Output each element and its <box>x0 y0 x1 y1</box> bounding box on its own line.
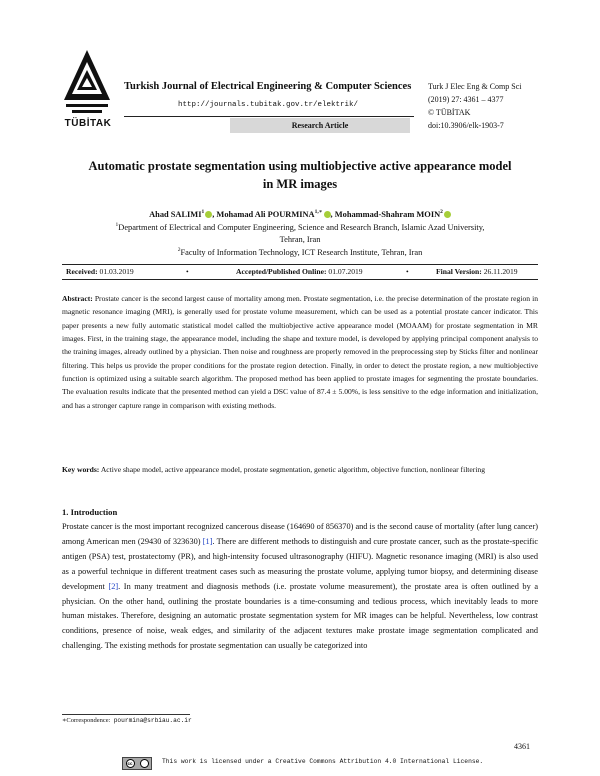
paper-title-line-2: in MR images <box>262 177 338 191</box>
abstract-text: Prostate cancer is the second largest cause of mortality among men. Prostate segmentation, i.e. the precise determination of the prostate region in magnetic resonance imaging (MRI), is generally used for prostate volume measurement, which can be used as a potential prostate cancer indicator. This paper presents a new fully automatic statistical model called the multiobjective active appearance model (MOAAM) for prostate segmentation in MR images. First, in the training stage, the appearance model, including the shape and texture model, is developed by applying principal component analysis to the training images, already outlined by a physician. Then noise and roughness are properly removed in the preprocessing step by Sticks filter and nonlinear filtering. This helps us provide the proper conditions for the prostate region detection. Finally, in order to detect the prostate region, a new multiobjective function is optimized using a suitable search algorithm. The proposed method has been applied to prostate images for segmenting the prostate boundaries. The evaluation results indicate that the presented method can yield a DSC value of 87.4 ± 5.00%, is less sensitive to the edge information and initialization, and has a stronger capture range in comparison with existing methods. <box>62 294 538 410</box>
accepted-value: 01.07.2019 <box>328 267 363 276</box>
affiliation-1-line-1: Department of Electrical and Computer Engineering, Science and Research Branch, Islamic Azad University, <box>118 223 485 233</box>
final-date <box>436 265 518 279</box>
citation-link[interactable]: [2] <box>108 581 119 591</box>
received-label: Received: <box>66 267 98 276</box>
orcid-icon[interactable] <box>444 211 451 218</box>
header-rule <box>124 116 414 117</box>
journal-abbrev: Turk J Elec Eng & Comp Sci <box>428 82 522 91</box>
author-block <box>62 207 538 258</box>
orcid-icon[interactable] <box>205 211 212 218</box>
author-1-sup: 1 <box>201 209 205 215</box>
received-value: 01.03.2019 <box>99 267 134 276</box>
paper-title-line-1: Automatic prostate segmentation using multiobjective active appearance model <box>88 159 512 173</box>
correspondence-email[interactable]: pourmina@srbiau.ac.ir <box>113 717 192 724</box>
author-2-sup: 1,∗ <box>314 209 323 215</box>
abstract <box>62 292 538 412</box>
journal-title: Turkish Journal of Electrical Engineering & Computer Sciences <box>124 81 412 92</box>
affiliation-2 <box>62 245 538 258</box>
logo-wordmark: TÜBİTAK <box>64 118 112 129</box>
affiliation-2-text: Faculty of Information Technology, ICT Research Institute, Tehran, Iran <box>180 247 423 257</box>
cc-license-badge[interactable] <box>122 757 152 770</box>
journal-meta <box>428 80 521 132</box>
intro-text-3: . In many treatment and diagnosis methods (i.e. prostate volume measurement), the prostate area is often outlined by a physician. On the other hand, outlining the prostate boundaries is a time-consuming and tedious process, which inevitably leads to more human mistakes. Therefore, designing an automatic prostate segmentation system for MR images can be helpful. Nevertheless, low contrast conditions, presence of noise, weak edges, and similarity of the adjacent textures make prostate image segmentation complicated and challenging. The existing methods for prostate segmentation can usually be categorized into <box>62 581 538 651</box>
orcid-icon[interactable] <box>324 211 331 218</box>
affiliation-2-sup: 2 <box>177 247 181 254</box>
affiliation-1-line-2: Tehran, Iran <box>279 234 321 244</box>
intro-text-2: . There are different methods to distinguish and cure prostate cancer, such as the prostate-specific antigen (PSA) test, prostatectomy (PR), and high-intensity focused ultrasonography (HIFU). Magnetic resonance imaging (MRI) is also used as a powerful technique in different treatment cases such as measuring the prostate volume, applying tumor biopsy, and determining disease development <box>62 536 538 591</box>
final-value: 26.11.2019 <box>483 267 518 276</box>
introduction-paragraph <box>62 520 538 654</box>
section-heading-introduction: 1. Introduction <box>62 507 118 517</box>
correspondence-label: ∗Correspondence: <box>62 717 111 724</box>
abstract-label: Abstract: <box>62 294 93 303</box>
affiliation-1-sup: 1 <box>115 222 119 229</box>
paper-title <box>62 157 538 193</box>
journal-copyright: © TÜBİTAK <box>428 108 471 117</box>
keywords-text: Active shape model, active appearance model, prostate segmentation, genetic algorithm, objective function, nonlinear filtering <box>100 465 486 474</box>
date-separator: • <box>186 267 189 276</box>
page-number: 4361 <box>514 742 530 751</box>
keywords-label: Key words: <box>62 465 100 474</box>
cc-icon: cc <box>127 761 133 766</box>
affiliation-1 <box>62 220 538 233</box>
received-date <box>66 265 134 279</box>
keywords <box>62 463 538 476</box>
intro-text-1: Prostate cancer is the most important recognized cancerous disease (164690 of 856370) and is the second cause of mortality (after lung cancer) among American men (29430 of 323630) <box>62 522 538 546</box>
author-3-sup: 2 <box>440 209 443 215</box>
dates-bar <box>62 264 538 280</box>
citation-link[interactable]: [1] <box>202 536 213 546</box>
license-text[interactable]: This work is licensed under a Creative Commons Attribution 4.0 International License. <box>162 758 484 765</box>
accepted-date <box>236 265 363 279</box>
journal-volume: (2019) 27: 4361 – 4377 <box>428 95 504 104</box>
footnote-rule <box>62 714 190 715</box>
correspondence-footnote <box>62 716 192 724</box>
article-doi[interactable]: doi:10.3906/elk-1903-7 <box>428 121 504 130</box>
author-list: Ahad SALIMI$^1$ , Mohamad Ali $POURMINA^{1,∗}$ , Mohammad-Shahram MOIN$^2$ <box>62 207 538 220</box>
article-type-badge: Research Article <box>230 118 410 133</box>
author-1: Ahad SALIMI <box>149 209 202 219</box>
accepted-label: Accepted/Published Online: <box>236 267 327 276</box>
journal-url[interactable]: http://journals.tubitak.gov.tr/elektrik/ <box>178 101 359 109</box>
author-3: Mohammad-Shahram MOIN <box>334 209 441 219</box>
date-separator: • <box>406 267 409 276</box>
cc-by-icon <box>140 759 149 768</box>
final-label: Final Version: <box>436 267 482 276</box>
author-2: Mohamad Ali POURMINA <box>216 209 315 219</box>
